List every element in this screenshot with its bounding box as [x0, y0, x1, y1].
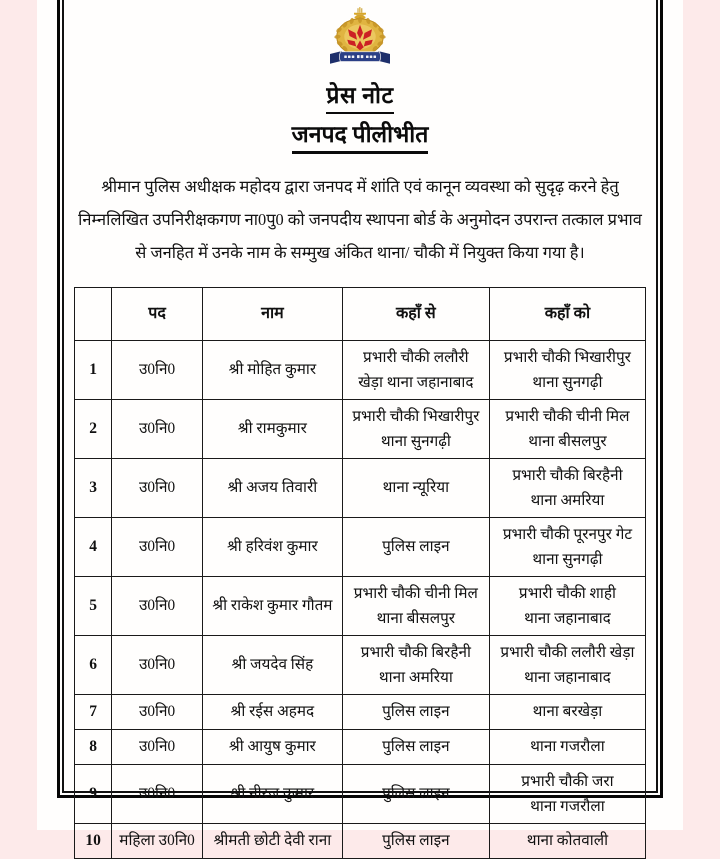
- cell-from-line1: पुलिस लाइन: [382, 538, 450, 555]
- cell-from-line1: प्रभारी चौकी चीनी मिल: [353, 584, 478, 602]
- page-title: प्रेस नोट: [326, 82, 393, 114]
- cell-name: श्री रामकुमार: [202, 399, 342, 458]
- cell-to: [489, 764, 645, 823]
- column-header-serial: [75, 287, 112, 340]
- cell-serial: 9: [75, 764, 112, 823]
- cell-post: उ0नि0: [112, 635, 203, 694]
- table-row: [75, 576, 646, 635]
- cell-to-line2: थाना सुनगढ़ी: [532, 373, 603, 391]
- cell-to-line1: प्रभारी चौकी शाही: [518, 584, 616, 602]
- cell-serial: 10: [75, 823, 112, 858]
- cell-from-line1: प्रभारी चौकी भिखारीपुर: [352, 407, 480, 425]
- cell-post: उ0नि0: [112, 729, 203, 764]
- cell-name: श्री राकेश कुमार गौतम: [202, 576, 342, 635]
- cell-from-line2: थाना सुनगढ़ी: [380, 432, 451, 450]
- table-row: [75, 694, 646, 729]
- cell-to: [489, 517, 645, 576]
- cell-from-line1: पुलिस लाइन: [382, 738, 450, 755]
- cell-to-line1: थाना बरखेड़ा: [532, 703, 603, 720]
- cell-to-line1: प्रभारी चौकी बिरहैनी: [512, 466, 623, 484]
- transfer-table-container: [74, 287, 646, 859]
- cell-to-line1: प्रभारी चौकी ललौरी खेड़ा: [500, 643, 635, 661]
- cell-name: श्री जयदेव सिंह: [202, 635, 342, 694]
- table-row: [75, 399, 646, 458]
- cell-to-line1: प्रभारी चौकी भिखारीपुर: [503, 348, 631, 366]
- cell-from: [342, 823, 489, 858]
- cell-name: श्री हरिवंश कुमार: [202, 517, 342, 576]
- cell-from: [342, 694, 489, 729]
- transfer-table: [74, 287, 646, 859]
- page-subtitle: जनपद पीलीभीत: [292, 121, 429, 154]
- cell-serial: 4: [75, 517, 112, 576]
- cell-post: उ0नि0: [112, 576, 203, 635]
- cell-to-line2: थाना सुनगढ़ी: [532, 550, 603, 568]
- table-row: [75, 458, 646, 517]
- document-page: [37, 0, 683, 849]
- cell-to-line2: थाना अमरिया: [530, 491, 605, 509]
- column-header-name: नाम: [202, 287, 342, 340]
- cell-to-line1: प्रभारी चौकी पूरनपुर गेट: [502, 525, 633, 543]
- cell-from: [342, 399, 489, 458]
- table-body: [75, 340, 646, 858]
- cell-from: [342, 576, 489, 635]
- press-note-title-block: [73, 82, 647, 114]
- table-row: [75, 729, 646, 764]
- table-header: [75, 287, 646, 340]
- cell-to: [489, 458, 645, 517]
- cell-name: श्री आयुष कुमार: [202, 729, 342, 764]
- cell-serial: 6: [75, 635, 112, 694]
- cell-to: [489, 340, 645, 399]
- table-row: [75, 635, 646, 694]
- cell-from-line1: पुलिस लाइन: [382, 703, 450, 720]
- cell-to-line1: प्रभारी चौकी जरा: [521, 772, 614, 790]
- cell-from: [342, 764, 489, 823]
- cell-from-line1: पुलिस लाइन: [382, 785, 450, 802]
- cell-name: श्री नीरज कुमार: [202, 764, 342, 823]
- cell-serial: 2: [75, 399, 112, 458]
- cell-from: [342, 340, 489, 399]
- cell-post: उ0नि0: [112, 399, 203, 458]
- cell-from: [342, 458, 489, 517]
- cell-serial: 3: [75, 458, 112, 517]
- cell-from: [342, 729, 489, 764]
- cell-from-line2: थाना बीसलपुर: [376, 609, 456, 627]
- cell-post: उ0नि0: [112, 340, 203, 399]
- document-content: [73, 0, 647, 859]
- table-row: [75, 823, 646, 858]
- cell-to-line2: थाना बीसलपुर: [528, 432, 607, 450]
- cell-from-line2: थाना अमरिया: [378, 668, 453, 686]
- emblem-container: [73, 0, 647, 78]
- up-police-emblem-icon: [322, 6, 398, 78]
- district-title-block: [73, 121, 647, 154]
- cell-from-line1: पुलिस लाइन: [382, 832, 450, 849]
- cell-to: [489, 729, 645, 764]
- cell-to: [489, 576, 645, 635]
- column-header-from: कहाँ से: [342, 287, 489, 340]
- cell-post: उ0नि0: [112, 764, 203, 823]
- cell-to-line2: थाना जहानाबाद: [524, 668, 611, 686]
- cell-to: [489, 399, 645, 458]
- cell-post: उ0नि0: [112, 694, 203, 729]
- cell-to-line1: थाना कोतवाली: [526, 832, 609, 849]
- cell-post: महिला उ0नि0: [112, 823, 203, 858]
- cell-name: श्री मोहित कुमार: [202, 340, 342, 399]
- cell-from-line1: थाना न्यूरिया: [382, 479, 450, 496]
- cell-to-line1: प्रभारी चौकी चीनी मिल: [505, 407, 630, 425]
- column-header-to: कहाँ को: [489, 287, 645, 340]
- cell-serial: 8: [75, 729, 112, 764]
- cell-to: [489, 823, 645, 858]
- cell-from-line1: प्रभारी चौकी बिरहैनी: [360, 643, 471, 661]
- cell-name: श्री रईस अहमद: [202, 694, 342, 729]
- table-row: [75, 517, 646, 576]
- cell-post: उ0नि0: [112, 517, 203, 576]
- cell-to: [489, 694, 645, 729]
- column-header-post: पद: [112, 287, 203, 340]
- cell-name: श्रीमती छोटी देवी राना: [202, 823, 342, 858]
- cell-to: [489, 635, 645, 694]
- cell-name: श्री अजय तिवारी: [202, 458, 342, 517]
- table-row: [75, 764, 646, 823]
- table-header-row: [75, 287, 646, 340]
- cell-from: [342, 517, 489, 576]
- cell-to-line2: थाना जहानाबाद: [524, 609, 611, 627]
- table-row: [75, 340, 646, 399]
- cell-serial: 1: [75, 340, 112, 399]
- cell-from: [342, 635, 489, 694]
- cell-serial: 5: [75, 576, 112, 635]
- cell-from-line2: खेड़ा थाना जहानाबाद: [358, 373, 474, 391]
- cell-to-line1: थाना गजरौला: [530, 738, 605, 755]
- body-paragraph: श्रीमान पुलिस अधीक्षक महोदय द्वारा जनपद में शांति एवं कानून व्यवस्था को सुदृढ़ करने हेतु निम्नलिखित उपनिरीक्षकगण ना0पु0 को जनपदीय स्थापना बोर्ड के अनुमोदन उपरान्त तत्काल प्रभाव से जनहित में उनके नाम के सम्मुख अंकित थाना/ चौकी में नियुक्त किया गया है।: [78, 176, 642, 262]
- cell-to-line2: थाना गजरौला: [530, 797, 605, 815]
- cell-from-line1: प्रभारी चौकी ललौरी: [363, 348, 469, 366]
- cell-post: उ0नि0: [112, 458, 203, 517]
- cell-serial: 7: [75, 694, 112, 729]
